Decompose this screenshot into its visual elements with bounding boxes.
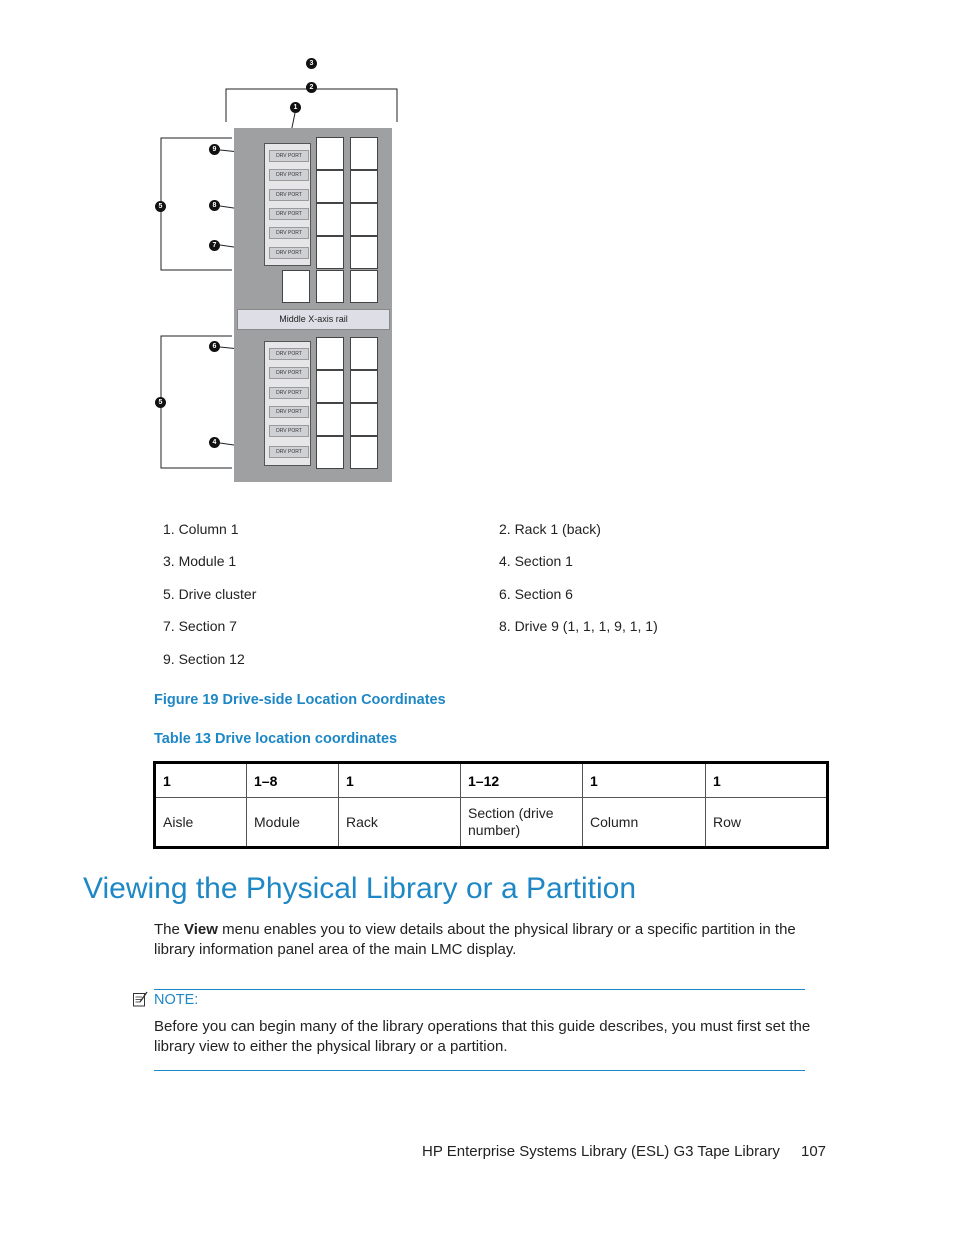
callout-5-upper: 5 [155,201,166,212]
drive-port: DRV PORT [269,247,309,259]
intro-text-before: The [154,921,185,938]
table-cell: Module [247,798,339,848]
table-cell: Section (drive number) [461,798,583,848]
figure-leader-lines [0,0,954,500]
legend-item: 8. Drive 9 (1, 1, 1, 9, 1, 1) [499,618,658,634]
drive-port: DRV PORT [269,208,309,220]
drive-port: DRV PORT [269,446,309,458]
legend-item: 9. Section 12 [163,651,245,667]
storage-slot [350,170,378,203]
drive-port: DRV PORT [269,406,309,418]
table-header-cell: 1 [155,763,247,798]
drive-location-figure [0,0,954,500]
table-header-cell: 1–12 [461,763,583,798]
storage-slot [316,170,344,203]
drive-cluster-lower [264,341,311,466]
drive-cluster-upper [264,143,311,266]
callout-4: 4 [209,437,220,448]
table-caption: Table 13 Drive location coordinates [154,731,398,747]
section-heading: Viewing the Physical Library or a Partition [83,872,637,905]
note-icon [132,991,148,1007]
note-bottom-rule [154,1070,805,1071]
legend-item: 5. Drive cluster [163,586,257,602]
table-cell: Aisle [155,798,247,848]
callout-9: 9 [209,144,220,155]
callout-8: 8 [209,200,220,211]
note-label: NOTE: [154,992,199,1008]
storage-slot [350,337,378,370]
table-header-cell: 1 [583,763,706,798]
intro-text-after: menu enables you to view details about the physical library or a specific partition in the library information panel area of the main LMC display. [154,921,796,958]
legend-item: 7. Section 7 [163,618,237,634]
storage-slot [316,403,344,436]
storage-slot [350,236,378,269]
table-header-cell: 1 [339,763,461,798]
drive-location-table [153,761,829,849]
legend-item: 1. Column 1 [163,521,239,537]
callout-7: 7 [209,240,220,251]
storage-slot [350,203,378,236]
middle-x-axis-rail: Middle X-axis rail [237,309,390,330]
page-number: 107 [801,1143,827,1160]
table-cell: Row [706,798,828,848]
callout-5-lower: 5 [155,397,166,408]
figure-caption: Figure 19 Drive-side Location Coordinates [154,692,446,708]
storage-slot [316,203,344,236]
drive-port: DRV PORT [269,367,309,379]
table-header-cell: 1 [706,763,828,798]
storage-slot [350,403,378,436]
intro-paragraph [154,920,814,959]
storage-slot [350,436,378,469]
storage-slot [350,370,378,403]
legend-item: 3. Module 1 [163,553,237,569]
storage-slot [350,270,378,303]
storage-slot [316,270,344,303]
legend-item: 6. Section 6 [499,586,573,602]
note-top-rule [154,989,805,990]
drive-port: DRV PORT [269,227,309,239]
storage-slot [316,137,344,170]
storage-slot [316,337,344,370]
callout-6: 6 [209,341,220,352]
storage-slot [316,236,344,269]
drive-port: DRV PORT [269,425,309,437]
legend-item: 2. Rack 1 (back) [499,521,601,537]
storage-slot [316,370,344,403]
storage-slot [282,270,310,303]
drive-port: DRV PORT [269,348,309,360]
drive-port: DRV PORT [269,387,309,399]
note-text: Before you can begin many of the library operations that this guide describes, you must first set the library view to either the physical library or a partition. [154,1018,811,1055]
footer-title: HP Enterprise Systems Library (ESL) G3 Tape Library [422,1143,780,1160]
drive-port: DRV PORT [269,189,309,201]
table-cell: Rack [339,798,461,848]
drive-port: DRV PORT [269,150,309,162]
table-header-row [155,763,828,798]
legend-item: 4. Section 1 [499,553,573,569]
drive-port: DRV PORT [269,169,309,181]
callout-3: 3 [306,58,317,69]
table-cell: Column [583,798,706,848]
view-menu-name: View [184,921,218,938]
table-row [155,798,828,848]
callout-2: 2 [306,82,317,93]
callout-1: 1 [290,102,301,113]
table-header-cell: 1–8 [247,763,339,798]
storage-slot [350,137,378,170]
storage-slot [316,436,344,469]
